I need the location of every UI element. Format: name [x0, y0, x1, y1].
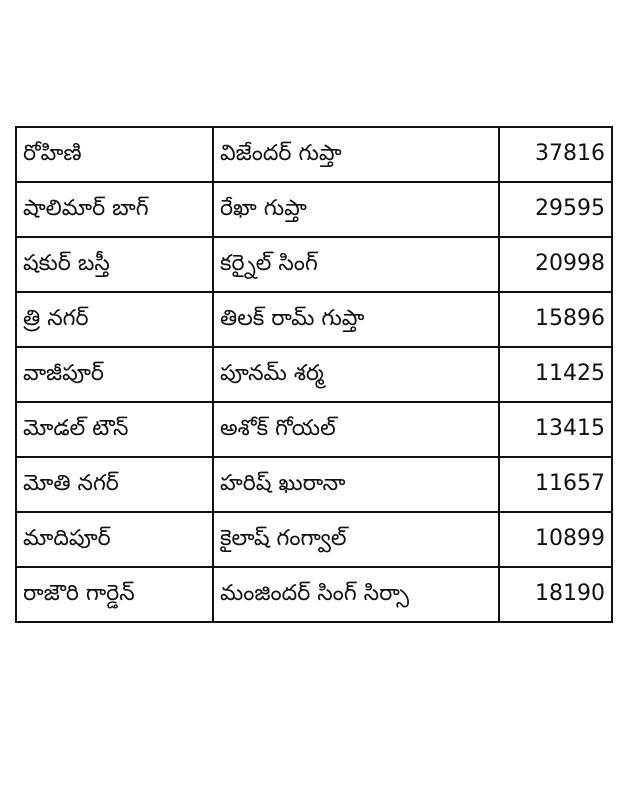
table-row — [16, 567, 612, 622]
candidate-cell: కర్నైల్ సింగ్ — [213, 237, 499, 292]
results-table-body — [16, 127, 612, 622]
candidate-cell: తిలక్ రామ్ గుప్తా — [213, 292, 499, 347]
results-table — [15, 126, 613, 623]
constituency-cell: మోడల్ టౌన్ — [16, 402, 213, 457]
table-row — [16, 182, 612, 237]
votes-cell: 20998 — [499, 237, 612, 292]
votes-cell: 18190 — [499, 567, 612, 622]
table-row — [16, 347, 612, 402]
candidate-cell: మంజిందర్ సింగ్ సిర్సా — [213, 567, 499, 622]
table-row — [16, 402, 612, 457]
constituency-cell: త్రి నగర్ — [16, 292, 213, 347]
constituency-cell: మాదిపూర్ — [16, 512, 213, 567]
votes-cell: 10899 — [499, 512, 612, 567]
constituency-cell: మోతి నగర్ — [16, 457, 213, 512]
constituency-cell: రాజౌరి గార్డెన్ — [16, 567, 213, 622]
votes-cell: 29595 — [499, 182, 612, 237]
votes-cell: 37816 — [499, 127, 612, 182]
constituency-cell: వాజీపూర్ — [16, 347, 213, 402]
table-row — [16, 292, 612, 347]
candidate-cell: హరిష్ ఖురానా — [213, 457, 499, 512]
table-row — [16, 512, 612, 567]
candidate-cell: అశోక్ గోయల్ — [213, 402, 499, 457]
candidate-cell: రేఖా గుప్తా — [213, 182, 499, 237]
constituency-cell: షకుర్ బస్తీ — [16, 237, 213, 292]
candidate-cell: విజేందర్ గుప్తా — [213, 127, 499, 182]
table-row — [16, 457, 612, 512]
candidate-cell: కైలాష్ గంగ్వాల్ — [213, 512, 499, 567]
votes-cell: 11657 — [499, 457, 612, 512]
table-row — [16, 127, 612, 182]
constituency-cell: రోహిణి — [16, 127, 213, 182]
votes-cell: 11425 — [499, 347, 612, 402]
candidate-cell: పూనమ్ శర్మ — [213, 347, 499, 402]
table-row — [16, 237, 612, 292]
votes-cell: 13415 — [499, 402, 612, 457]
votes-cell: 15896 — [499, 292, 612, 347]
constituency-cell: షాలిమార్ బాగ్ — [16, 182, 213, 237]
